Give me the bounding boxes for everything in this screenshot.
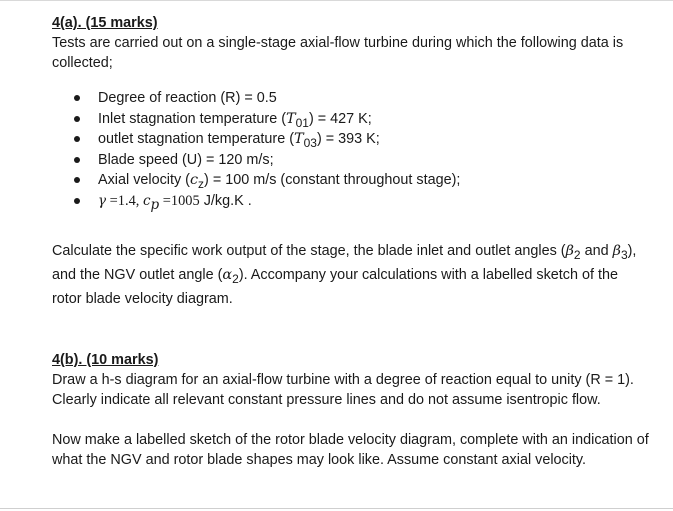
bullet-icon [74,177,80,183]
top-divider [0,0,673,1]
bullet-icon [74,116,80,122]
part-b-paragraph-1: Draw a h-s diagram for an axial-flow turbine with a degree of reaction equal to unity (R = 1). Clearly indicate all relevant constant pressure lines and do not assume isentropic flow. [52,371,634,408]
data-list [52,88,658,211]
bullet-icon [74,157,80,163]
list-item: Inlet stagnation temperature $(T_{01}) = 427$ K; [52,109,658,130]
list-item: Blade speed (U) = 120 m/s; [52,150,658,171]
list-item: outlet stagnation temperature $(T_{03}) = 393$ K; [52,129,658,150]
part-a-heading: 4(a). (15 marks) [52,15,158,31]
bullet-icon [74,198,80,204]
question-document [52,13,658,470]
part-b-heading: 4(b). (10 marks) [52,351,159,368]
part-a-question: Calculate the specific work output of the stage, the blade inlet and outlet angles ($\beta_2$ and $\beta_3$), and the NGV outlet angle $(\alpha_2)$. Accompany your calculations with a labelled sketch of the rotor blade velocity diagram. [52,243,637,307]
bullet-icon [74,95,80,101]
part-a-intro: Tests are carried out on a single-stage axial-flow turbine during which the following data is collected; [52,35,624,71]
list-item: γ =1.4, $c_p =1005$ J/kg.K . [52,191,658,212]
part-b-paragraph-2: Now make a labelled sketch of the rotor blade velocity diagram, complete with an indication of what the NGV and rotor blade shapes may look like. Assume constant axial velocity. [52,431,649,468]
bottom-divider [0,508,673,509]
bullet-icon [74,136,80,142]
list-item: Degree of reaction (R) = 0.5 [52,88,658,109]
list-item: Axial velocity $(c_z) = 100$ m/s (constant throughout stage); [52,170,658,191]
